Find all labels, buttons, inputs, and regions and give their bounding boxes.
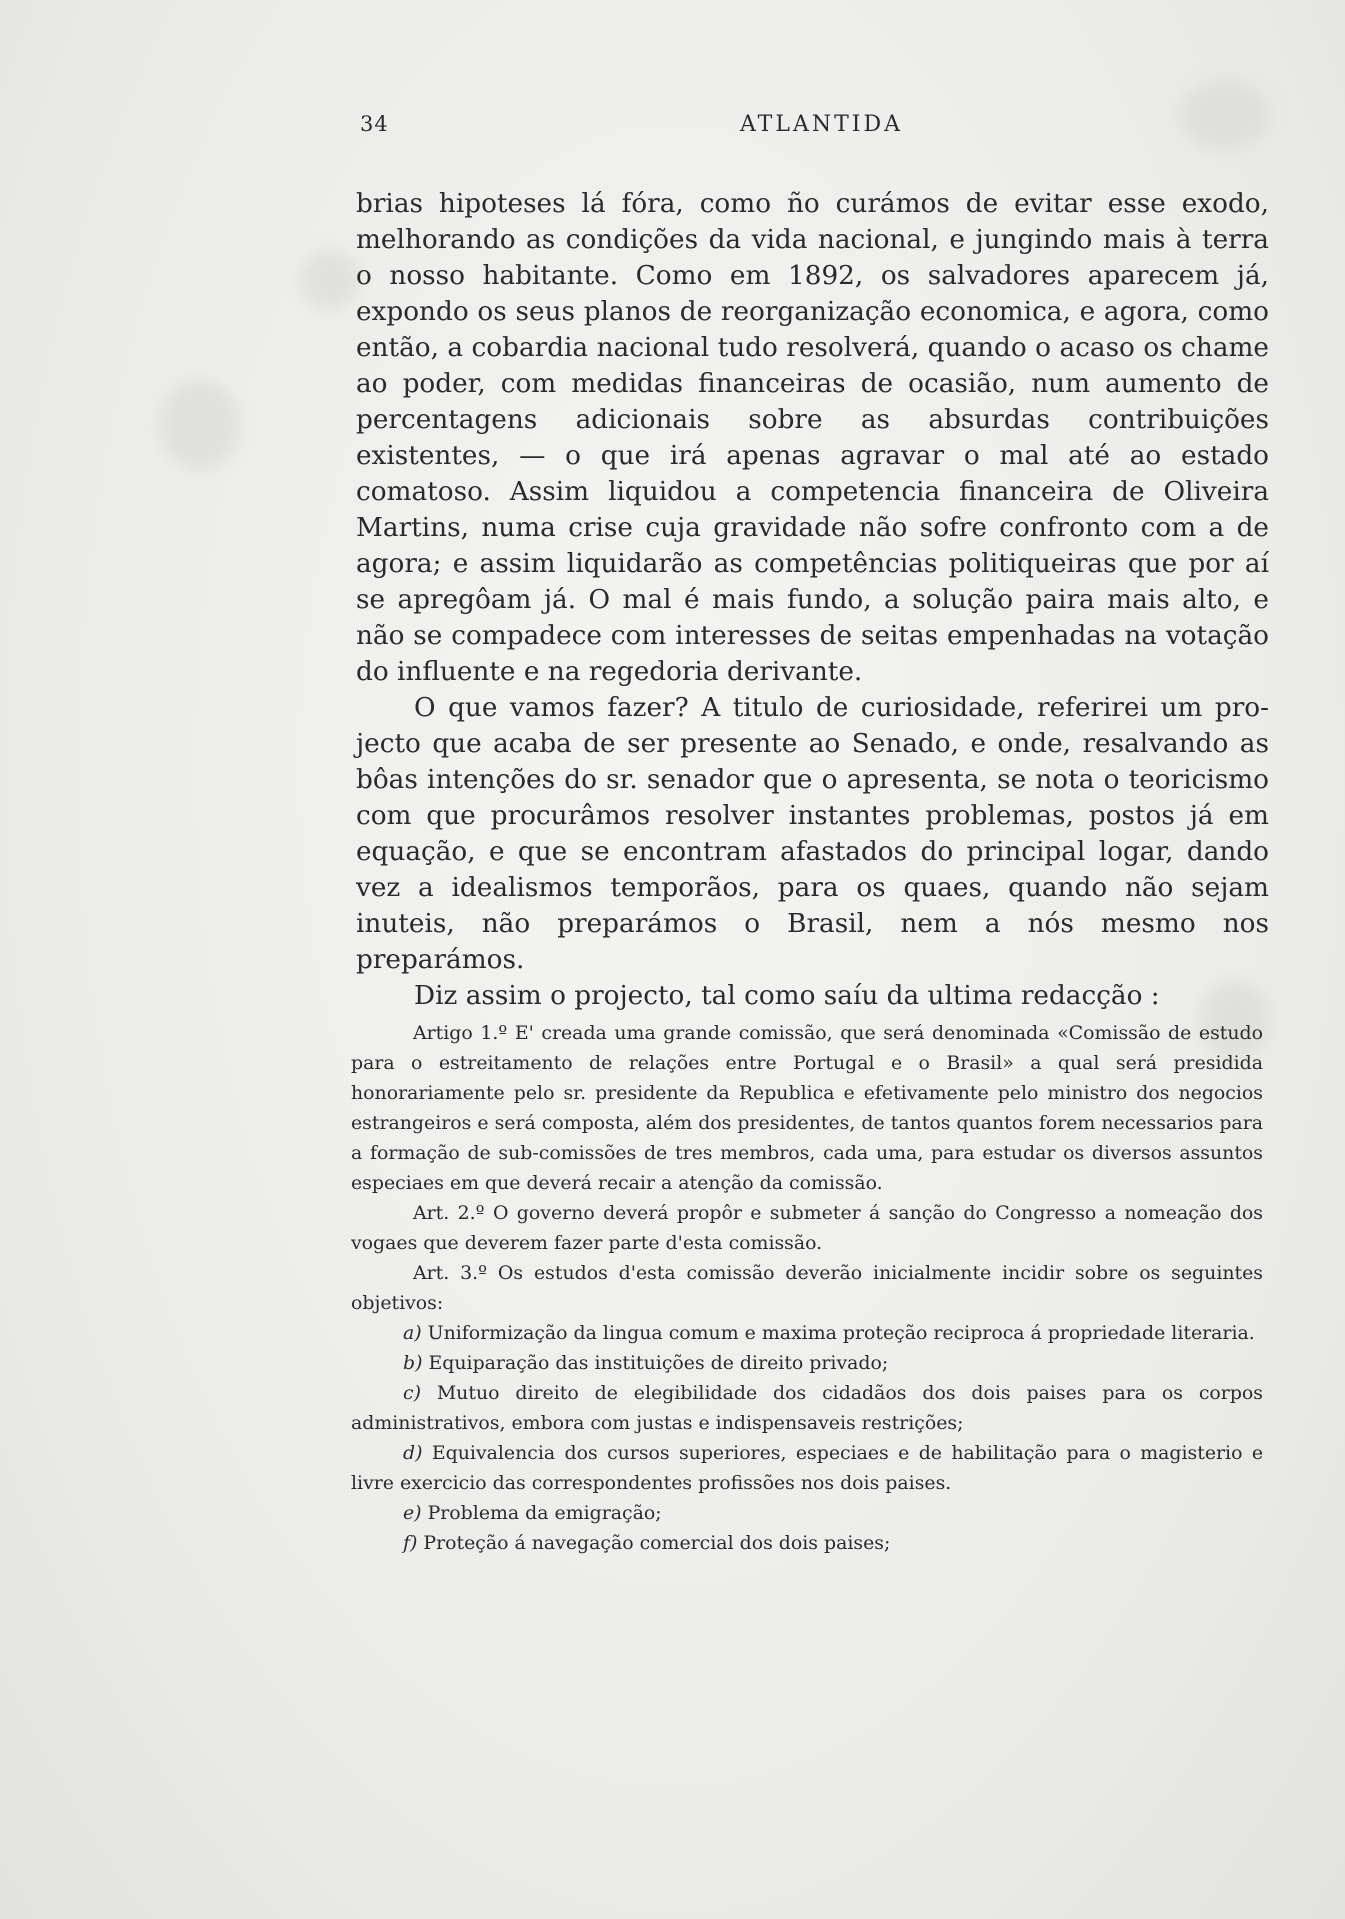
page-number: 34 (360, 112, 389, 136)
article-3: Art. 3.º Os estudos d'esta comissão deverão inicialmente incidir sobre os seguintes objetivos: (351, 1262, 1263, 1314)
paper-stain (300, 250, 360, 310)
item-text: Problema da emigração; (421, 1502, 662, 1524)
item-text: Mutuo direito de elegibilidade dos cidadãos dos dois paises para os corpos administrativos, embora com justas e indispensaveis restrições; (351, 1382, 1263, 1434)
item-letter: e) (403, 1502, 422, 1524)
paragraph: Diz assim o projecto, tal como saíu da ultima redacção : (414, 981, 1160, 1011)
objective-item (351, 1348, 1263, 1378)
item-text: Equiparação das instituições de direito privado; (422, 1352, 889, 1374)
objective-item (351, 1438, 1263, 1498)
objective-item (351, 1498, 1263, 1528)
project-articles (351, 1018, 1263, 1558)
item-letter: c) (403, 1382, 421, 1404)
objective-item (351, 1528, 1263, 1558)
item-text: Proteção á navegação comercial dos dois paises; (417, 1532, 891, 1554)
item-letter: a) (403, 1322, 422, 1344)
item-text: Uniformização da lingua comum e maxima proteção reciproca á propriedade literaria. (421, 1322, 1255, 1344)
item-letter: d) (403, 1442, 423, 1464)
paper-stain (160, 380, 240, 470)
item-letter: f) (403, 1532, 418, 1554)
article-2: Art. 2.º O governo deverá propôr e submeter á sanção do Congresso a nomeação dos vogaes que deverem fazer parte d'esta comissão. (351, 1202, 1263, 1254)
objective-item (351, 1318, 1263, 1348)
article-1: Artigo 1.º E' creada uma grande comissão, que será denominada «Comissão de estudo para o estreitamento de relações entre Portugal e o Brasil» a qual será presidida honorariamente pelo sr. presidente da Republica e efetivamente pelo ministro dos negocios estrangeiros e será composta, além dos presidentes, de tantos quantos forem necessarios para a formação de sub-comissões de tres membros, cada uma, para estudar os diversos assuntos especiaes em que deverá recair a atenção da comissão. (351, 1022, 1263, 1194)
item-text: Equivalencia dos cursos superiores, especiaes e de habilitação para o magisterio e livre exercicio das correspondentes profissões nos dois paises. (351, 1442, 1263, 1494)
running-title: ATLANTIDA (740, 112, 903, 137)
paragraph: brias hipoteses lá fóra, como ño curámos de evitar esse exodo, melhorando as condições da vida nacional, e jungindo mais à terra o nosso habitante. Como em 1892, os salvadores aparecem já, expondo os seus planos de reorganização economica, e agora, como então, a cobardia nacional tudo resolverá, quando o acaso os chame ao poder, com medidas financeiras de ocasião, num aumento de percentagens adicionais sobre as absurdas contribuições existentes, — o que irá apenas agravar o mal até ao estado comatoso. Assim liquidou a competencia financeira de Oliveira Martins, numa crise cuja gravidade não sofre confronto com a de agora; e assim liquidarão as competências politiqueiras que por aí se apregôam já. O mal é mais fundo, a solução paira mais alto, e não se compadece com interesses de seitas empenhadas na votação do influente e na regedoria derivante. (356, 189, 1269, 687)
item-letter: b) (403, 1352, 423, 1374)
body-text (356, 186, 1269, 1014)
objective-item (351, 1378, 1263, 1438)
paragraph: O que vamos fazer? A titulo de curiosidade, referirei um projecto que acaba de ser presente ao Senado, e onde, resalvando as bôas intenções do sr. senador que o apresenta, se nota o teoricismo com que procurâmos resolver instantes problemas, postos já em equação, e que se encontram afastados do principal logar, dando vez a idealismos temporãos, para os quaes, quando não sejam inuteis, não preparámos o Brasil, nem a nós mesmo nos preparámos. (356, 693, 1269, 975)
page-header (360, 112, 1265, 142)
